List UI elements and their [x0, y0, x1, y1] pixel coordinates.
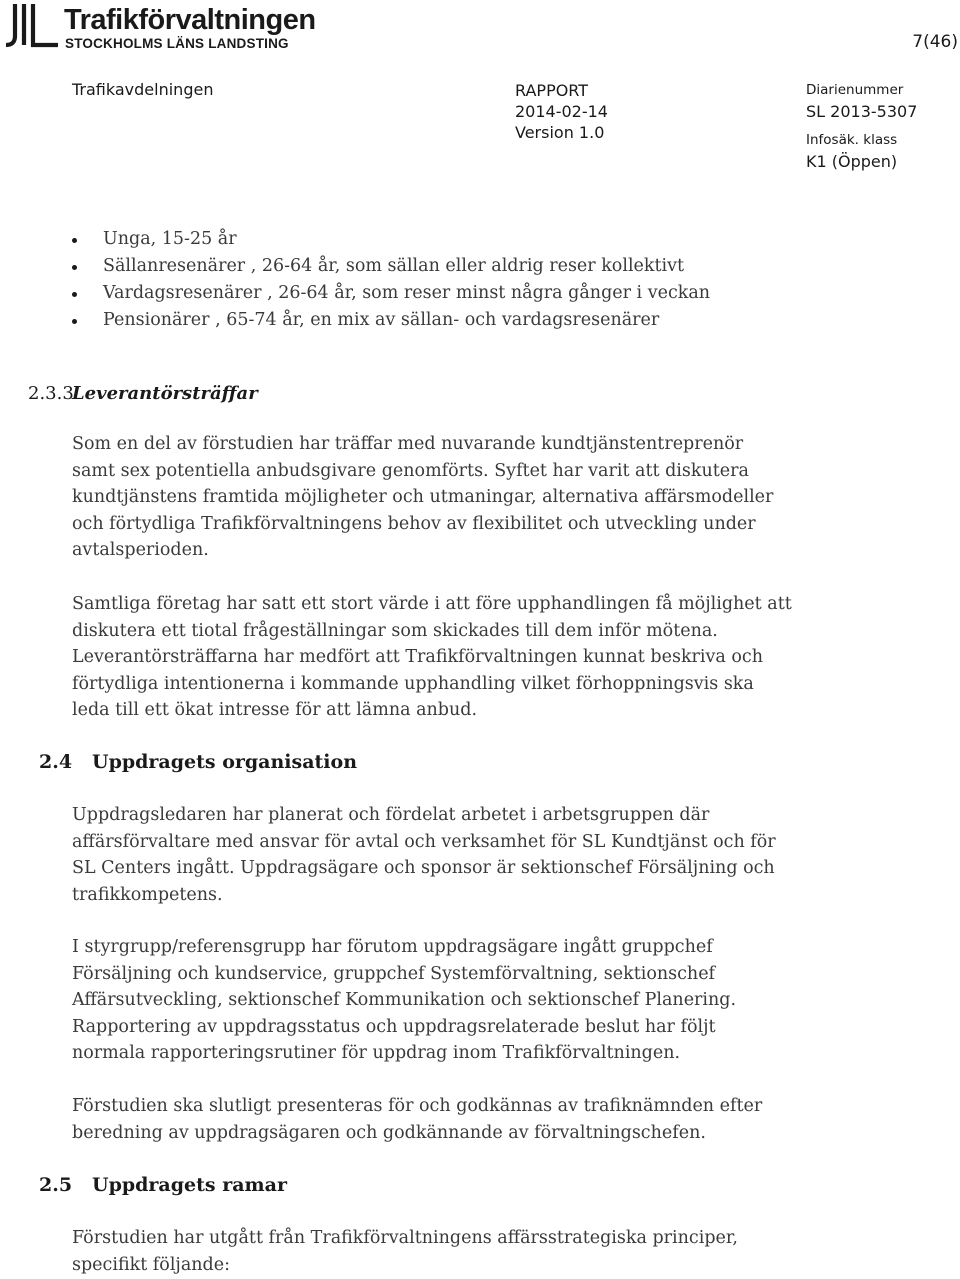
bullet-icon	[72, 319, 77, 324]
list-item: Sällanresenärer , 26-64 år, som sällan eller aldrig reser kollektivt	[72, 253, 710, 280]
section-heading-2-4	[39, 749, 357, 775]
section-number: 2.3.3	[28, 383, 74, 404]
section-number: 2.4	[39, 751, 73, 773]
paragraph: Uppdragsledaren har planerat och fördelat arbetet i arbetsgruppen där affärsförvaltare med ansvar för avtal och verksamhet för SL Kundtjänst och för SL Centers ingått. Uppdragsägare och sponsor är sektionschef Försäljning och trafikkompetens.	[72, 805, 776, 905]
section-title: Uppdragets organisation	[92, 751, 358, 773]
document-info	[515, 80, 608, 143]
section-title: Leverantörsträffar	[72, 383, 258, 404]
target-group-list	[72, 226, 710, 334]
paragraph: Förstudien ska slutligt presenteras för och godkännas av trafiknämnden efter beredning av uppdragsägaren och godkännande av förvaltningschefen.	[72, 1096, 763, 1143]
document-type: RAPPORT	[515, 81, 589, 100]
sl-logo-icon	[2, 2, 60, 48]
department: Trafikavdelningen	[72, 80, 214, 99]
section-heading-2-5	[39, 1172, 287, 1198]
infosak-label: Infosäk. klass	[806, 132, 898, 148]
paragraph: Förstudien har utgått från Trafikförvaltningens affärsstrategiska principer, specifikt följande:	[72, 1228, 738, 1275]
bullet-icon	[72, 238, 77, 243]
logo-subtitle: STOCKHOLMS LÄNS LANDSTING	[65, 36, 289, 51]
bullet-icon	[72, 292, 77, 297]
list-item: Unga, 15-25 år	[72, 226, 710, 253]
list-item: Vardagsresenärer , 26-64 år, som reser minst några gånger i veckan	[72, 280, 710, 307]
paragraph: Samtliga företag har satt ett stort värde i att före upphandlingen få möjlighet att diskutera ett tiotal frågeställningar som skickades till dem inför mötena. Leverantörsträffarna har medfört att Trafikförvaltningen kunnat beskriva och förtydliga intentionerna i kommande upphandling vilket förhoppningsvis ska leda till ett ökat intresse för att lämna anbud.	[72, 594, 792, 721]
diarienummer-value: SL 2013-5307	[806, 102, 918, 121]
section-heading-2-3-3	[28, 381, 258, 407]
registration-info	[806, 80, 917, 172]
section-title: Uppdragets ramar	[92, 1174, 287, 1196]
document-date: 2014-02-14	[515, 102, 608, 121]
diarienummer-label: Diarienummer	[806, 82, 904, 98]
paragraph: I styrgrupp/referensgrupp har förutom uppdragsägare ingått gruppchef Försäljning och kundservice, gruppchef Systemförvaltning, sektionschef Affärsutveckling, sektionschef Kommunikation och sektionschef Planering. Rapportering av uppdragsstatus och uppdragsrelaterade beslut har följt normala rapporteringsrutiner för uppdrag inom Trafikförvaltningen.	[72, 937, 737, 1064]
list-item: Pensionärer , 65-74 år, en mix av sällan- och vardagsresenärer	[72, 307, 710, 334]
paragraph: Som en del av förstudien har träffar med nuvarande kundtjänstentreprenör samt sex potentiella anbudsgivare genomförts. Syftet har varit att diskutera kundtjänstens framtida möjligheter och utmaningar, alternativa affärsmodeller och förtydliga Trafikförvaltningens behov av flexibilitet och utveckling under avtalsperioden.	[72, 434, 774, 561]
section-number: 2.5	[39, 1174, 73, 1196]
page-number: 7(46)	[912, 32, 958, 52]
logo-name: Trafikförvaltningen	[64, 4, 316, 36]
document-version: Version 1.0	[515, 123, 605, 142]
infosak-value: K1 (Öppen)	[806, 152, 898, 171]
bullet-icon	[72, 265, 77, 270]
